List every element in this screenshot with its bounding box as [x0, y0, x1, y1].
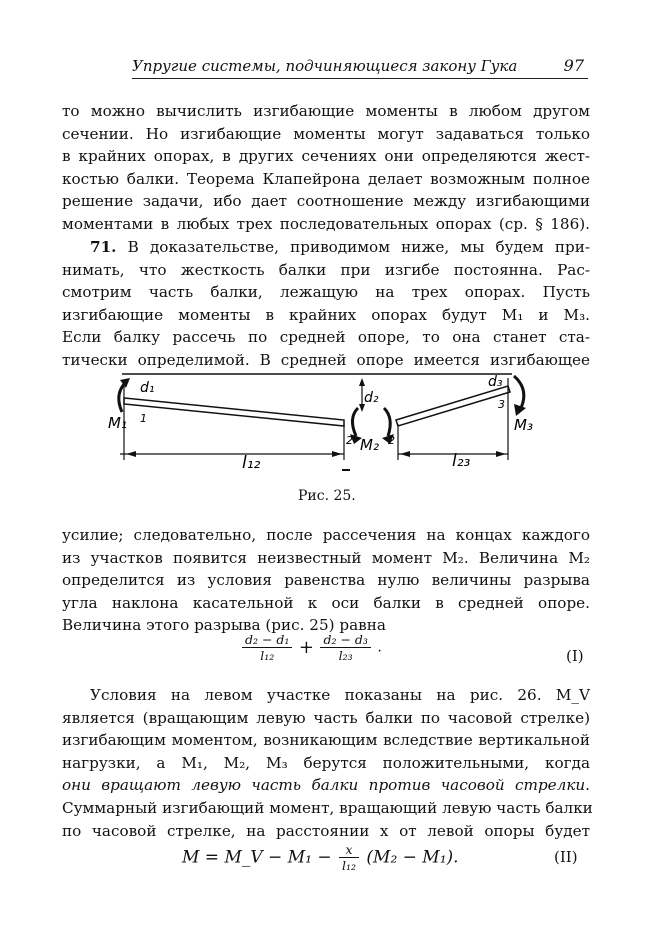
equation-lhs: M = M_V − M₁ −	[182, 847, 337, 868]
right-beam	[396, 386, 510, 426]
label-d1: d₁	[140, 380, 155, 396]
header-title: Упругие системы, подчиняющиеся закону Гука	[132, 57, 518, 75]
fraction-x	[339, 842, 359, 873]
text-line: костью балки. Теорема Клапейрона делает возможным полное	[62, 169, 590, 188]
fraction-denominator: l₁₂	[341, 858, 356, 873]
equation-rhs: (M₂ − M₁).	[361, 847, 459, 868]
text-line: Если балку рассечь по средней опоре, то она станет ста-	[62, 328, 590, 347]
fraction-numerator: x	[339, 842, 359, 858]
left-beam	[124, 398, 344, 426]
section-number: 71.	[90, 238, 117, 256]
text-line: из участков появится неизвестный момент M₂. Величина M₂	[62, 548, 590, 567]
label-l23: l₂₃	[452, 451, 471, 471]
equation-end: .	[377, 639, 382, 656]
text-line: решение задачи, ибо дает соотношение между изгибающими	[62, 192, 590, 211]
text-line	[62, 236, 590, 259]
text-line: нимать, что жесткость балки при изгибе постоянна. Рас-	[62, 260, 590, 279]
fraction-1	[242, 632, 292, 663]
fraction-denominator: l₂₃	[338, 648, 353, 663]
text-span: В доказательстве, приводимом ниже, мы будем при-	[116, 238, 590, 256]
plus-sign: +	[298, 637, 314, 658]
text-line: они вращают левую часть балки против часовой стрелки.	[62, 776, 590, 795]
text-line: определится из условия равенства нулю величины разрыва	[62, 571, 590, 590]
point-label-3: 3	[498, 398, 505, 411]
point-label-2b: 2	[388, 434, 395, 447]
fraction-denominator: l₁₂	[260, 648, 275, 663]
text-line: Условия на левом участке показаны на рис. 26. M_V	[90, 686, 590, 704]
arrowhead	[496, 451, 506, 457]
moment-arrow-m2-left	[352, 408, 358, 436]
text-line: тически определимой. В средней опоре имеется изгибающее	[62, 350, 590, 369]
text-line: изгибающие моменты в крайних опорах будут M₁ и M₃.	[62, 305, 590, 324]
label-m1: M₁	[108, 414, 127, 432]
text-line: нагрузки, а M₁, M₂, M₃ берутся положительными, когда	[62, 753, 590, 772]
moment-arrow-m2-right	[384, 408, 390, 436]
text-line: сечении. Но изгибающие моменты могут задаваться только	[62, 124, 590, 143]
point-label-2a: 2	[346, 434, 353, 447]
beam-diagram	[108, 364, 542, 484]
text-line: Суммарный изгибающий момент, вращающий левую часть балки	[62, 798, 593, 817]
text-line: моментами в любых трех последовательных опорах (ср. § 186).	[62, 214, 590, 233]
point-label-1: 1	[140, 412, 147, 425]
arrowhead	[332, 451, 342, 457]
page-number: 97	[563, 56, 584, 75]
text-line: по часовой стрелке, на расстоянии x от левой опоры будет	[62, 821, 590, 840]
fraction-2	[320, 632, 370, 663]
label-m3: M₃	[514, 416, 533, 434]
label-m2: M₂	[360, 436, 379, 454]
arrowhead	[514, 404, 526, 416]
label-l12: l₁₂	[242, 453, 261, 473]
text-line: то можно вычислить изгибающие моменты в любом другом	[62, 102, 590, 120]
paragraph-71	[62, 236, 590, 372]
label-d2: d₂	[364, 390, 379, 406]
equation-2	[182, 842, 459, 873]
running-header	[132, 56, 588, 79]
arrowhead	[359, 378, 365, 386]
text-line: является (вращающим левую часть балки по часовой стрелке)	[62, 708, 590, 727]
text-line: изгибающим моментом, возникающим вследствие вертикальной	[62, 731, 590, 750]
figure-caption: Рис. 25.	[298, 488, 356, 504]
text-line: усилие; следовательно, после рассечения на концах каждого	[62, 526, 590, 544]
fraction-numerator: d₂ − d₁	[242, 632, 292, 648]
paragraph-4	[62, 684, 593, 842]
arrowhead	[126, 451, 136, 457]
fraction-numerator: d₂ − d₃	[320, 632, 370, 648]
text-line: Величина этого разрыва (рис. 25) равна	[62, 616, 386, 635]
text-line: в крайних опорах, в других сечениях они определяются жест-	[62, 147, 590, 166]
equation-number-2: (II)	[554, 848, 578, 866]
label-d3: d₃	[488, 374, 503, 390]
text-line: угла наклона касательной к оси балки в средней опоре.	[62, 593, 590, 612]
equation-1	[240, 632, 382, 663]
paragraph-3	[62, 524, 590, 637]
arrowhead	[400, 451, 410, 457]
paragraph-1	[62, 100, 590, 236]
text-line: смотрим часть балки, лежащую на трех опорах. Пусть	[62, 283, 590, 302]
equation-number-1: (I)	[566, 647, 584, 665]
